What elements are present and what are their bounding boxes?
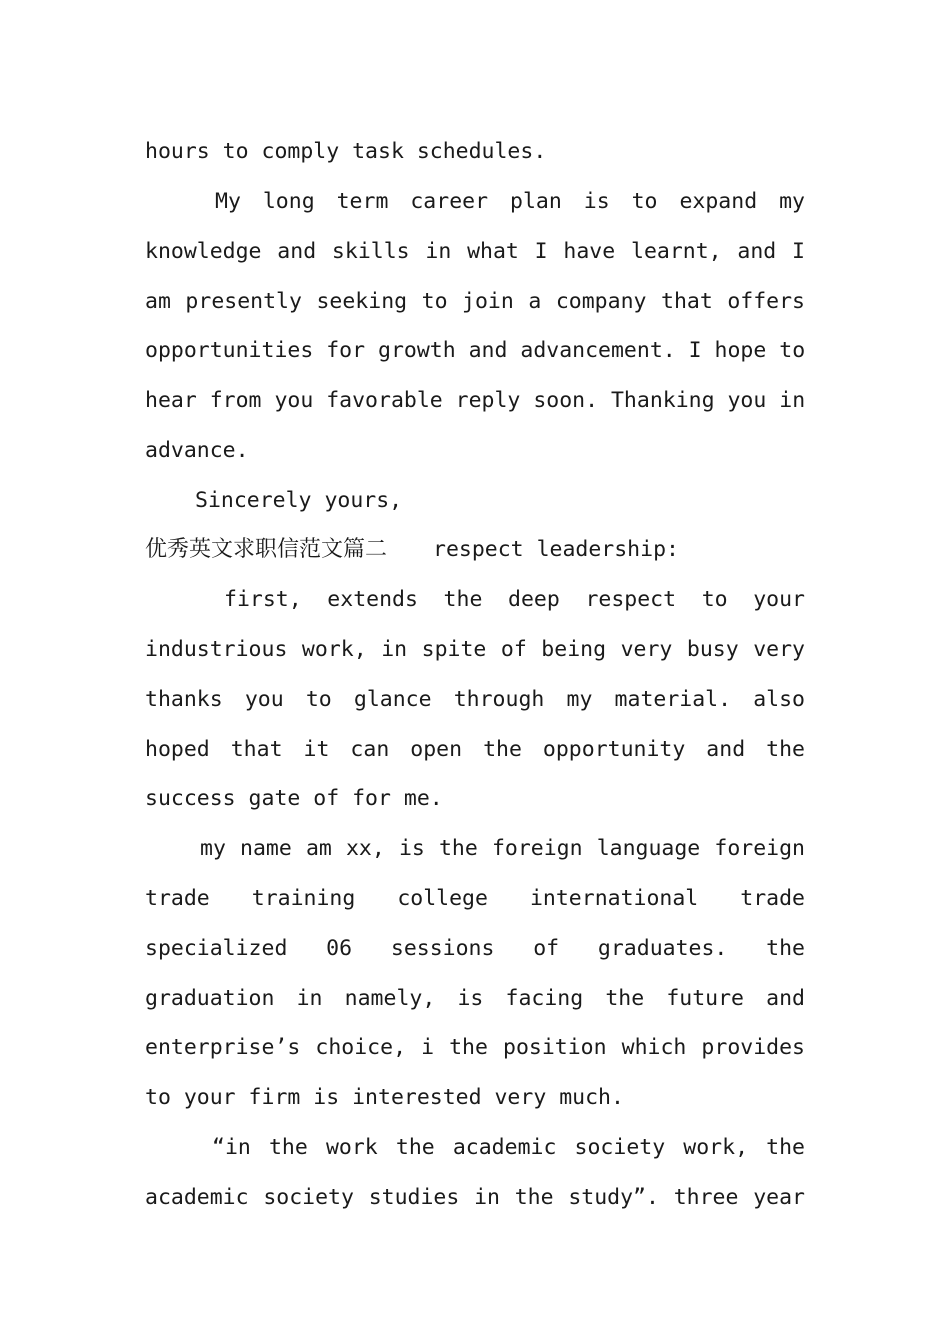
paragraph-line: advance.: [145, 438, 249, 463]
paragraph-line: specialized 06 sessions of graduates. the: [145, 936, 805, 961]
paragraph-line: thanks you to glance through my material. also: [145, 687, 805, 712]
paragraph-line: trade training college international trade: [145, 886, 805, 911]
section-heading: 优秀英文求职信范文篇二: [145, 537, 388, 562]
paragraph-line: industrious work, in spite of being very busy very: [145, 637, 805, 662]
section-heading-row: [145, 535, 679, 565]
salutation: respect leadership:: [433, 537, 679, 562]
paragraph-line: hear from you favorable reply soon. Thanking you in: [145, 388, 806, 413]
paragraph-line: enterprise’s choice, i the position which provides: [145, 1035, 805, 1060]
closing-line: Sincerely yours,: [195, 488, 403, 513]
paragraph-line: graduation in namely, is facing the future and: [145, 986, 805, 1011]
paragraph-line: to your firm is interested very much.: [145, 1085, 624, 1110]
paragraph-line: success gate of for me.: [145, 786, 443, 811]
paragraph-line: hours to comply task schedules.: [145, 139, 547, 164]
paragraph-line: my name am xx, is the foreign language foreign: [200, 836, 805, 861]
paragraph-line: My long term career plan is to expand my: [215, 189, 805, 214]
paragraph-line: hoped that it can open the opportunity and the: [145, 737, 805, 762]
paragraph-line: first, extends the deep respect to your: [224, 587, 805, 612]
paragraph-line: am presently seeking to join a company that offers: [145, 289, 805, 314]
paragraph-line: academic society studies in the study”. three year: [145, 1185, 805, 1210]
paragraph-line: knowledge and skills in what I have learnt, and I: [145, 239, 805, 264]
paragraph-line: opportunities for growth and advancement. I hope to: [145, 338, 806, 363]
paragraph-line: “in the work the academic society work, the: [212, 1135, 805, 1160]
